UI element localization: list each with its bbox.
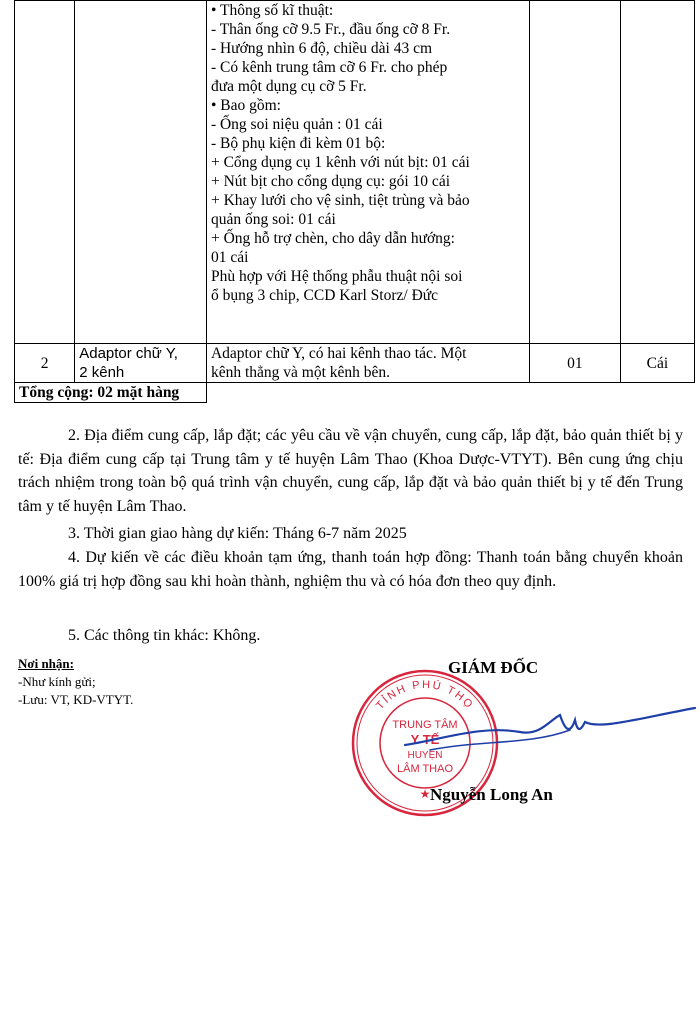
row1-desc-line: • Bao gồm:	[210, 97, 281, 114]
row2-name-cell	[75, 344, 207, 383]
row2-name-line1: Adaptor chữ Y,	[79, 345, 178, 362]
row1-desc-line: đưa một dụng cụ cỡ 5 Fr.	[210, 78, 367, 95]
svg-text:TRUNG TÂM: TRUNG TÂM	[392, 719, 458, 731]
row1-desc-line: - Ống soi niệu quản : 01 cái	[210, 116, 383, 133]
paragraph-payment-terms: 4. Dự kiến về các điều khoản tạm ứng, thanh toán hợp đồng: Thanh toán bằng chuyển khoản 100% giá trị hợp đồng sau khi hoàn thành, nghiệm thu và có hóa đơn theo quy định.	[18, 549, 683, 590]
row2-name-line2: 2 kênh	[79, 364, 125, 381]
total-row-empty	[206, 383, 694, 403]
row1-desc-line: + Cổng dụng cụ 1 kênh với nút bịt: 01 cái	[210, 154, 470, 171]
recipients-heading: Nơi nhận:	[18, 656, 74, 671]
row1-desc-line: + Khay lưới cho vệ sinh, tiệt trùng và bảo	[210, 192, 470, 209]
recipients-line1: -Như kính gửi;	[18, 674, 96, 689]
table-row	[15, 1, 695, 344]
row1-no-cell	[15, 1, 75, 344]
row2-description-cell	[206, 344, 529, 383]
handwritten-signature	[400, 700, 700, 760]
director-title: GIÁM ĐỐC	[448, 658, 539, 677]
table-row	[15, 383, 695, 403]
row1-desc-line: 01 cái	[210, 249, 249, 266]
paragraph-delivery-time: 3. Thời gian giao hàng dự kiến: Tháng 6-7 năm 2025	[68, 525, 407, 542]
row1-desc-line: - Có kênh trung tâm cỡ 6 Fr. cho phép	[210, 59, 448, 76]
total-row-label: Tổng cộng: 02 mặt hàng	[15, 383, 207, 403]
row1-description-cell	[206, 1, 529, 344]
svg-text:HUYỆN: HUYỆN	[407, 750, 443, 761]
recipients-block	[18, 655, 133, 709]
svg-text:LÂM THAO: LÂM THAO	[396, 763, 454, 775]
signer-name: Nguyễn Long An	[430, 785, 553, 804]
svg-text:TỈNH PHÚ THỌ: TỈNH PHÚ THỌ	[374, 678, 476, 713]
row2-no-cell: 2	[15, 344, 75, 383]
svg-text:Y TẾ: Y TẾ	[410, 732, 440, 747]
recipients-line2: -Lưu: VT, KD-VTYT.	[18, 692, 134, 707]
row2-desc-line1: Adaptor chữ Y, có hai kênh thao tác. Một	[210, 345, 467, 362]
svg-text:★: ★	[419, 787, 431, 801]
row1-desc-line: - Hướng nhìn 6 độ, chiều dài 43 cm	[210, 40, 433, 57]
paragraph-other-info: 5. Các thông tin khác: Không.	[68, 627, 261, 644]
row1-desc-line: - Thân ống cỡ 9.5 Fr., đầu ống cỡ 8 Fr.	[210, 21, 451, 38]
row1-desc-line: Phù hợp với Hệ thống phẫu thuật nội soi	[210, 268, 463, 285]
row2-unit-cell: Cái	[620, 344, 694, 383]
row1-desc-line: quản ống soi: 01 cái	[210, 211, 336, 228]
items-table	[14, 0, 695, 403]
row1-quantity-cell	[529, 1, 620, 344]
row2-quantity-cell: 01	[529, 344, 620, 383]
row1-desc-line: • Thông số kĩ thuật:	[210, 2, 334, 19]
paragraph-delivery-location: 2. Địa điểm cung cấp, lắp đặt; các yêu cầu về vận chuyển, cung cấp, lắp đặt, bảo quản thiết bị y tế: Địa điểm cung cấp tại Trung tâm y tế huyện Lâm Thao (Khoa Dược-VTYT). Bên cung ứng chịu trách nhiệm trong toàn bộ quá trình vận chuyển, cung cấp, lắp đặt và bảo quản thiết bị y tế đến Trung tâm y tế huyện Lâm Thao.	[18, 427, 683, 515]
row1-desc-line: + Ống hỗ trợ chèn, cho dây dẫn hướng:	[210, 230, 455, 247]
row1-desc-line: + Nút bịt cho cổng dụng cụ: gói 10 cái	[210, 173, 450, 190]
row1-desc-line: - Bộ phụ kiện đi kèm 01 bộ:	[210, 135, 386, 152]
row1-name-cell	[75, 1, 207, 344]
table-row	[15, 344, 695, 383]
row2-desc-line2: kênh thẳng và một kênh bên.	[210, 364, 391, 381]
row1-unit-cell	[620, 1, 694, 344]
row1-desc-line: ổ bụng 3 chip, CCD Karl Storz/ Đức	[210, 287, 439, 304]
